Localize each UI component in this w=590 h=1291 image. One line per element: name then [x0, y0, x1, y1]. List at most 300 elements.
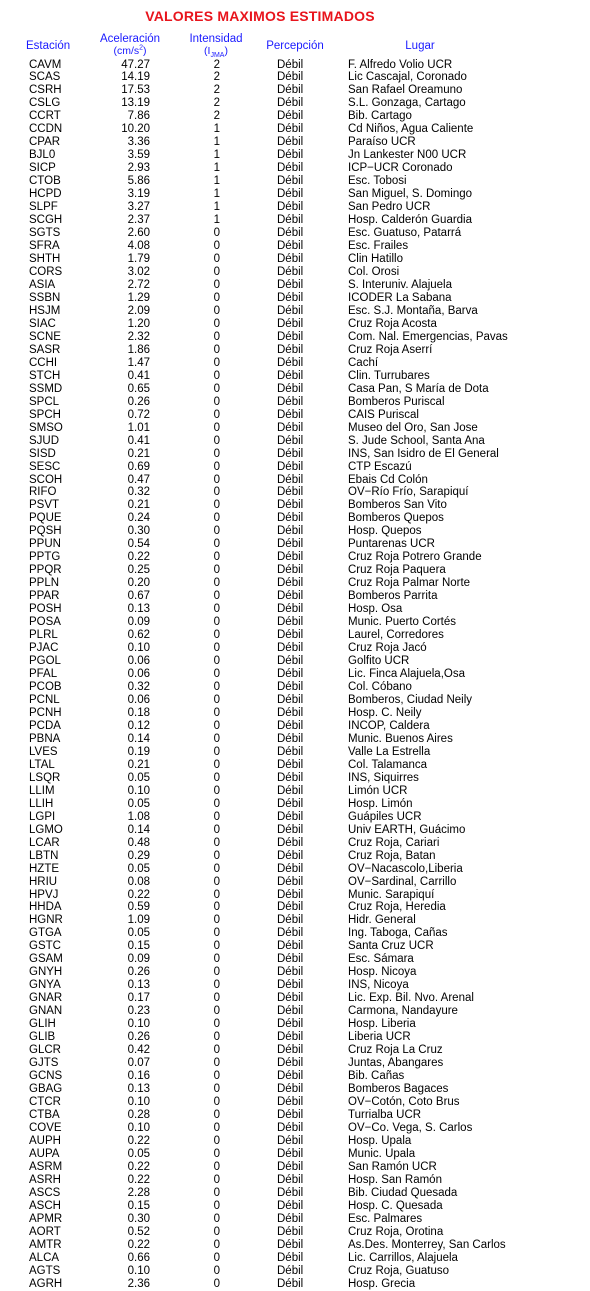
acceleration-value: 0.20 [127, 577, 150, 590]
place-name: Cruz Roja Potrero Grande [348, 551, 482, 564]
acceleration-value: 0.67 [127, 590, 150, 603]
intensity-value: 0 [213, 1186, 220, 1199]
table-row [0, 1161, 590, 1174]
intensity-value: 0 [213, 1225, 220, 1238]
place-name: Hosp. Liberia [348, 1018, 416, 1031]
intensity-value: 0 [213, 1264, 220, 1277]
place-name: Clin. Turrubares [348, 369, 430, 382]
place-name: Bomberos Parrita [348, 590, 438, 603]
station-code: PGOL [29, 655, 61, 668]
table-row [0, 149, 590, 162]
place-name: S. Jude School, Santa Ana [348, 434, 485, 447]
station-code: SESC [29, 460, 61, 473]
place-name: Cruz Roja Acosta [348, 317, 437, 330]
perception-value: Débil [277, 1083, 304, 1096]
station-code: PCNL [29, 693, 60, 706]
perception-value: Débil [277, 849, 304, 862]
perception-value: Débil [277, 629, 304, 642]
intensity-value: 0 [213, 953, 220, 966]
acceleration-value: 0.07 [127, 1057, 150, 1070]
acceleration-value: 0.32 [127, 681, 150, 693]
perception-value: Débil [277, 188, 304, 201]
table-row [0, 992, 590, 1005]
intensity-value: 0 [213, 1147, 220, 1160]
acceleration-value: 0.14 [127, 823, 150, 836]
table-row [0, 461, 590, 474]
perception-value: Débil [277, 1031, 304, 1044]
perception-value: Débil [277, 901, 304, 914]
intensity-value: 0 [213, 1277, 220, 1290]
acceleration-value: 7.86 [127, 110, 150, 123]
place-name: Museo del Oro, San Jose [348, 421, 478, 434]
place-name: Hosp. Calderón Guardia [348, 214, 473, 227]
table-row [0, 927, 590, 940]
table-row [0, 474, 590, 487]
place-name: Com. Nal. Emergencias, Pavas [348, 330, 508, 343]
table-row [0, 694, 590, 707]
perception-value: Débil [277, 149, 304, 162]
acceleration-value: 0.10 [127, 1018, 150, 1031]
intensity-value: 0 [213, 512, 220, 525]
station-code: RIFO [29, 486, 57, 499]
intensity-value: 0 [213, 486, 220, 499]
station-code: PPTG [29, 551, 61, 564]
place-name: Esc. Sámara [348, 953, 414, 966]
perception-value: Débil [277, 668, 304, 681]
place-name: Esc. Palmares [348, 1212, 423, 1225]
table-row [0, 707, 590, 720]
acceleration-unit-base: (cm/s [113, 45, 140, 57]
place-name: Golfito UCR [348, 655, 410, 668]
table-row [0, 940, 590, 953]
place-name: Cruz Roja Paquera [348, 564, 446, 577]
station-code: PPLN [29, 577, 60, 590]
station-code: CCRT [29, 110, 61, 123]
intensity-value: 2 [213, 58, 220, 71]
intensity-value: 0 [213, 927, 220, 940]
table-row [0, 1122, 590, 1135]
station-code: LTAL [29, 758, 55, 771]
perception-value: Débil [277, 136, 304, 149]
intensity-value: 0 [213, 668, 220, 681]
table-row [0, 292, 590, 305]
perception-value: Débil [277, 953, 304, 966]
station-code: PCOB [29, 681, 62, 693]
acceleration-value: 0.52 [127, 1225, 150, 1238]
place-name: F. Alfredo Volio UCR [348, 58, 453, 71]
perception-value: Débil [277, 551, 304, 564]
place-name: Bomberos, Ciudad Neily [348, 693, 473, 706]
perception-value: Débil [277, 266, 304, 278]
place-name: Santa Cruz UCR [348, 940, 434, 953]
column-header-place [370, 40, 470, 52]
station-code: ASIA [29, 278, 56, 291]
table-row [0, 901, 590, 914]
table-row [0, 603, 590, 616]
intensity-value: 1 [213, 201, 220, 214]
table-row [0, 850, 590, 863]
acceleration-value: 0.22 [127, 888, 150, 901]
intensity-value: 1 [213, 188, 220, 201]
intensity-value: 0 [213, 1005, 220, 1018]
table-row [0, 1174, 590, 1187]
station-code: HRIU [29, 875, 58, 888]
column-header-acceleration-label: Aceleración [99, 33, 161, 45]
table-row [0, 577, 590, 590]
table-row [0, 979, 590, 992]
perception-value: Débil [277, 681, 304, 693]
acceleration-value: 0.25 [127, 564, 150, 577]
station-code: AUPH [29, 1134, 61, 1147]
station-code: ASCH [29, 1199, 61, 1212]
acceleration-value: 2.09 [127, 304, 150, 317]
station-code: PPQR [29, 564, 62, 577]
acceleration-value: 0.69 [127, 460, 150, 473]
table-row [0, 616, 590, 629]
station-code: CCDN [29, 123, 63, 136]
perception-value: Débil [277, 58, 304, 71]
intensity-value: 0 [213, 642, 220, 655]
place-name: Hosp. Limón [348, 797, 413, 810]
station-code: LCAR [29, 836, 60, 849]
acceleration-value: 0.21 [127, 499, 150, 512]
intensity-value: 0 [213, 590, 220, 603]
acceleration-value: 0.29 [127, 849, 150, 862]
place-name: Bomberos Bagaces [348, 1083, 449, 1096]
acceleration-value: 1.86 [127, 343, 150, 356]
acceleration-value: 10.20 [121, 123, 150, 136]
intensity-value: 0 [213, 771, 220, 784]
perception-value: Débil [277, 1212, 304, 1225]
column-header-station-label: Estación [26, 40, 71, 52]
table-row [0, 1187, 590, 1200]
acceleration-value: 0.32 [127, 486, 150, 499]
intensity-value: 1 [213, 136, 220, 149]
acceleration-value: 3.19 [127, 188, 150, 201]
intensity-value: 0 [213, 966, 220, 979]
intensity-value: 0 [213, 408, 220, 421]
intensity-value: 0 [213, 1173, 220, 1186]
place-name: ICP−UCR Coronado [348, 162, 453, 175]
intensity-value: 1 [213, 214, 220, 227]
perception-value: Débil [277, 214, 304, 227]
station-code: AORT [29, 1225, 61, 1238]
perception-value: Débil [277, 1186, 304, 1199]
place-name: OV−Cotón, Coto Brus [348, 1096, 460, 1108]
station-code: SCOH [29, 473, 63, 486]
intensity-value: 0 [213, 278, 220, 291]
intensity-value: 0 [213, 745, 220, 758]
perception-value: Débil [277, 201, 304, 214]
perception-value: Débil [277, 123, 304, 136]
station-code: SISD [29, 447, 56, 460]
table-row [0, 318, 590, 331]
intensity-value: 0 [213, 369, 220, 382]
acceleration-value: 2.32 [127, 330, 150, 343]
table-row [0, 525, 590, 538]
place-name: ICODER La Sabana [348, 291, 452, 304]
place-name: Valle La Estrella [348, 745, 431, 758]
perception-value: Débil [277, 771, 304, 784]
place-name: Guápiles UCR [348, 810, 422, 823]
acceleration-value: 1.47 [127, 356, 150, 369]
table-row [0, 798, 590, 811]
table-row [0, 136, 590, 149]
table-row [0, 733, 590, 746]
station-code: AUPA [29, 1147, 60, 1160]
intensity-value: 0 [213, 1083, 220, 1096]
perception-value: Débil [277, 719, 304, 732]
table-row [0, 1096, 590, 1109]
perception-value: Débil [277, 732, 304, 745]
perception-value: Débil [277, 1057, 304, 1070]
column-header-perception-label: Percepción [266, 40, 324, 52]
station-code: SHTH [29, 253, 61, 266]
perception-value: Débil [277, 706, 304, 719]
station-code: SJUD [29, 434, 60, 447]
place-name: Cachí [348, 356, 379, 369]
intensity-unit-subscript: JMA [210, 52, 225, 60]
table-row [0, 629, 590, 642]
perception-value: Débil [277, 240, 304, 253]
perception-value: Débil [277, 1251, 304, 1264]
table-row [0, 759, 590, 772]
acceleration-value: 0.66 [127, 1251, 150, 1264]
acceleration-value: 0.06 [127, 693, 150, 706]
intensity-value: 0 [213, 901, 220, 914]
intensity-value: 0 [213, 564, 220, 577]
table-row [0, 383, 590, 396]
acceleration-unit [88, 45, 172, 57]
place-name: Juntas, Abangares [348, 1057, 444, 1070]
perception-value: Débil [277, 564, 304, 577]
table-row [0, 486, 590, 499]
page-title: VALORES MAXIMOS ESTIMADOS [145, 8, 375, 24]
place-name: Univ EARTH, Guácimo [348, 823, 466, 836]
place-name: Munic. Buenos Aires [348, 732, 453, 745]
acceleration-value: 0.30 [127, 525, 150, 538]
perception-value: Débil [277, 1096, 304, 1108]
acceleration-value: 0.22 [127, 551, 150, 564]
station-code: ASCS [29, 1186, 61, 1199]
table-row [0, 590, 590, 603]
intensity-value: 0 [213, 317, 220, 330]
table-row [0, 279, 590, 292]
perception-value: Débil [277, 577, 304, 590]
intensity-value: 0 [213, 434, 220, 447]
station-code: PPAR [29, 590, 60, 603]
place-name: S. Interuniv. Alajuela [348, 278, 452, 291]
acceleration-value: 0.24 [127, 512, 150, 525]
station-code: SSMD [29, 382, 63, 395]
place-name: Turrialba UCR [348, 1108, 422, 1121]
station-code: CSLG [29, 97, 61, 110]
station-code: SGTS [29, 227, 61, 240]
intensity-value: 0 [213, 395, 220, 408]
place-name: Cruz Roja Jacó [348, 642, 427, 655]
place-name: OV−Sardinal, Carrillo [348, 875, 457, 888]
station-code: SCAS [29, 71, 61, 84]
perception-value: Débil [277, 1121, 304, 1134]
acceleration-value: 2.36 [127, 1277, 150, 1290]
table-row [0, 396, 590, 409]
place-name: Paraíso UCR [348, 136, 416, 149]
table-row [0, 240, 590, 253]
perception-value: Débil [277, 369, 304, 382]
station-code: GSAM [29, 953, 63, 966]
acceleration-value: 0.10 [127, 1264, 150, 1277]
table-row [0, 1031, 590, 1044]
intensity-value: 2 [213, 84, 220, 97]
intensity-value: 0 [213, 1070, 220, 1083]
acceleration-value: 0.15 [127, 1199, 150, 1212]
intensity-value: 1 [213, 162, 220, 175]
station-code: PQSH [29, 525, 62, 538]
table-row [0, 1044, 590, 1057]
acceleration-value: 0.23 [127, 1005, 150, 1018]
place-name: Bomberos Quepos [348, 512, 444, 525]
acceleration-value: 0.10 [127, 642, 150, 655]
intensity-value: 0 [213, 784, 220, 797]
perception-value: Débil [277, 888, 304, 901]
intensity-value: 0 [213, 266, 220, 278]
table-row [0, 110, 590, 123]
perception-value: Débil [277, 1264, 304, 1277]
table-row [0, 889, 590, 902]
perception-value: Débil [277, 291, 304, 304]
intensity-value: 0 [213, 940, 220, 953]
station-code: ASRM [29, 1160, 63, 1173]
station-code: PBNA [29, 732, 61, 745]
place-name: Esc. Guatuso, Patarrá [348, 227, 462, 240]
station-code: PCNH [29, 706, 62, 719]
table-row [0, 772, 590, 785]
intensity-value: 0 [213, 1096, 220, 1108]
place-name: Cruz Roja La Cruz [348, 1044, 443, 1057]
station-code: SFRA [29, 240, 60, 253]
station-code: HHDA [29, 901, 62, 914]
intensity-value: 0 [213, 343, 220, 356]
table-row [0, 214, 590, 227]
station-code: SPCL [29, 395, 60, 408]
place-name: San Miguel, S. Domingo [348, 188, 473, 201]
intensity-value: 0 [213, 447, 220, 460]
perception-value: Débil [277, 525, 304, 538]
acceleration-value: 0.22 [127, 1173, 150, 1186]
station-code: ALCA [29, 1251, 60, 1264]
place-name: Col. Orosi [348, 266, 400, 278]
station-code: GNYA [29, 979, 61, 992]
intensity-value: 0 [213, 603, 220, 616]
table-row [0, 227, 590, 240]
perception-value: Débil [277, 84, 304, 97]
acceleration-value: 0.48 [127, 836, 150, 849]
acceleration-value: 0.09 [127, 616, 150, 629]
station-code: BJL0 [29, 149, 56, 162]
place-name: Cruz Roja, Heredia [348, 901, 446, 914]
station-code: PPUN [29, 538, 61, 551]
acceleration-value: 2.60 [127, 227, 150, 240]
column-header-place-label: Lugar [405, 40, 435, 52]
intensity-value: 0 [213, 330, 220, 343]
acceleration-value: 17.53 [121, 84, 150, 97]
place-name: Limón UCR [348, 784, 408, 797]
perception-value: Débil [277, 745, 304, 758]
place-name: CAIS Puriscal [348, 408, 419, 421]
intensity-value: 0 [213, 1108, 220, 1121]
intensity-value: 0 [213, 1212, 220, 1225]
perception-value: Débil [277, 227, 304, 240]
station-code: ASRH [29, 1173, 61, 1186]
table-row [0, 1057, 590, 1070]
perception-value: Débil [277, 304, 304, 317]
acceleration-value: 0.59 [127, 901, 150, 914]
perception-value: Débil [277, 616, 304, 629]
intensity-value: 0 [213, 421, 220, 434]
station-code: GLCR [29, 1044, 61, 1057]
perception-value: Débil [277, 162, 304, 175]
intensity-value: 0 [213, 836, 220, 849]
acceleration-value: 0.13 [127, 979, 150, 992]
place-name: Ing. Taboga, Cañas [348, 927, 448, 940]
perception-value: Débil [277, 317, 304, 330]
intensity-value: 0 [213, 732, 220, 745]
perception-value: Débil [277, 862, 304, 875]
intensity-value: 0 [213, 849, 220, 862]
acceleration-value: 3.02 [127, 266, 150, 278]
perception-value: Débil [277, 1134, 304, 1147]
station-code: CTOB [29, 175, 61, 188]
table-row [0, 1213, 590, 1226]
table-row [0, 1200, 590, 1213]
intensity-value: 0 [213, 1018, 220, 1031]
place-name: Lic. Carrillos, Alajuela [348, 1251, 458, 1264]
station-code: PJAC [29, 642, 59, 655]
place-name: Bib. Cañas [348, 1070, 405, 1083]
intensity-value: 0 [213, 525, 220, 538]
acceleration-value: 3.59 [127, 149, 150, 162]
table-row [0, 914, 590, 927]
acceleration-value: 3.36 [127, 136, 150, 149]
station-code: GLIB [29, 1031, 56, 1044]
station-code: AGTS [29, 1264, 61, 1277]
acceleration-value: 0.05 [127, 771, 150, 784]
perception-value: Débil [277, 395, 304, 408]
station-code: SCGH [29, 214, 63, 227]
intensity-value: 0 [213, 1251, 220, 1264]
intensity-value: 0 [213, 719, 220, 732]
table-row [0, 720, 590, 733]
station-code: GJTS [29, 1057, 59, 1070]
acceleration-value: 0.72 [127, 408, 150, 421]
perception-value: Débil [277, 979, 304, 992]
intensity-value: 0 [213, 797, 220, 810]
place-name: Cruz Roja, Guatuso [348, 1264, 449, 1277]
perception-value: Débil [277, 434, 304, 447]
station-code: GNYH [29, 966, 63, 979]
station-code: STCH [29, 369, 61, 382]
acceleration-value: 0.21 [127, 758, 150, 771]
intensity-value: 0 [213, 1044, 220, 1057]
acceleration-value: 2.72 [127, 278, 150, 291]
intensity-value: 0 [213, 538, 220, 551]
station-code: LLIM [29, 784, 55, 797]
table-row [0, 71, 590, 84]
intensity-value: 2 [213, 97, 220, 110]
intensity-unit [180, 45, 252, 60]
place-name: Col. Talamanca [348, 758, 428, 771]
place-name: Laurel, Corredores [348, 629, 444, 642]
